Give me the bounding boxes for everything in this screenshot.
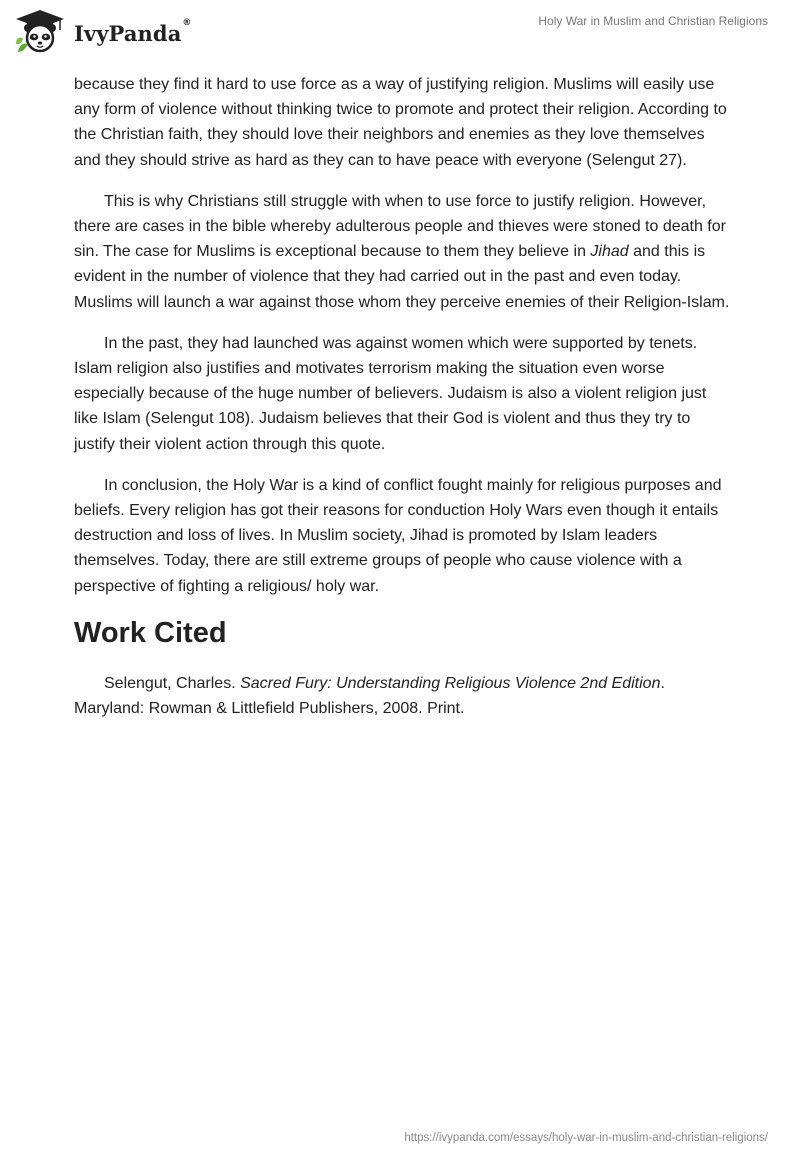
- jihad-italic-term: Jihad: [590, 243, 629, 261]
- paragraph-3: In the past, they had launched was against women which were supported by tenets. Islam religion also justifies and motivates terrorism making the situation even worse especially because of the huge number of believers. Judaism is also a violent religion just like Islam (Selengut 108). Judaism believes that their God is violent and thus they try to justify their violent action through this quote.: [74, 334, 707, 453]
- document-title: Holy War in Muslim and Christian Religions: [538, 14, 768, 28]
- essay-content: [74, 72, 734, 721]
- paragraph-2-text-end: and this is evident in the number of violence that they had carried out in the past and even today. Muslims will launch a war against those whom they perceive enemies of their Religion-Islam.: [74, 243, 730, 311]
- citation-title: Sacred Fury: Understanding Religious Violence 2nd Edition: [240, 674, 661, 692]
- citation-publisher: . Maryland: Rowman & Littlefield Publishers, 2008. Print.: [74, 674, 665, 718]
- paragraph-1: because they find it hard to use force as a way of justifying religion. Muslims will easily use any form of violence without thinking twice to promote and protect their religion. According to the Christian faith, they should love their neighbors and enemies as they love themselves and they should strive as hard as they can to have peace with everyone (Selengut 27).: [74, 76, 727, 169]
- paragraph-4: In conclusion, the Holy War is a kind of conflict fought mainly for religious purposes and beliefs. Every religion has got their reasons for conduction Holy Wars even though it entails destruction and loss of lives. In Muslim society, Jihad is promoted by Islam leaders themselves. Today, there are still extreme groups of people who cause violence with a perspective of fighting a religious/ holy war.: [74, 476, 722, 595]
- works-cited-heading: Work Cited: [74, 616, 227, 649]
- paragraph-2: [74, 189, 734, 315]
- footer-url-link[interactable]: https://ivypanda.com/essays/holy-war-in-muslim-and-christian-religions/: [404, 1132, 768, 1144]
- page-header: [0, 0, 800, 70]
- citation-entry: [74, 671, 734, 721]
- citation-author: Selengut, Charles.: [104, 674, 241, 692]
- logo-wordmark: IvyPanda®: [74, 17, 192, 46]
- panda-graduate-icon: [14, 8, 66, 56]
- registered-mark: ®: [182, 17, 192, 28]
- ivypanda-logo[interactable]: [14, 8, 192, 56]
- paragraph-2-text-start: This is why Christians still struggle with when to use force to justify religion. However, there are cases in the bible whereby adulterous people and thieves were stoned to death for sin. The case for Muslims is exceptional because to them they believe in: [74, 192, 726, 261]
